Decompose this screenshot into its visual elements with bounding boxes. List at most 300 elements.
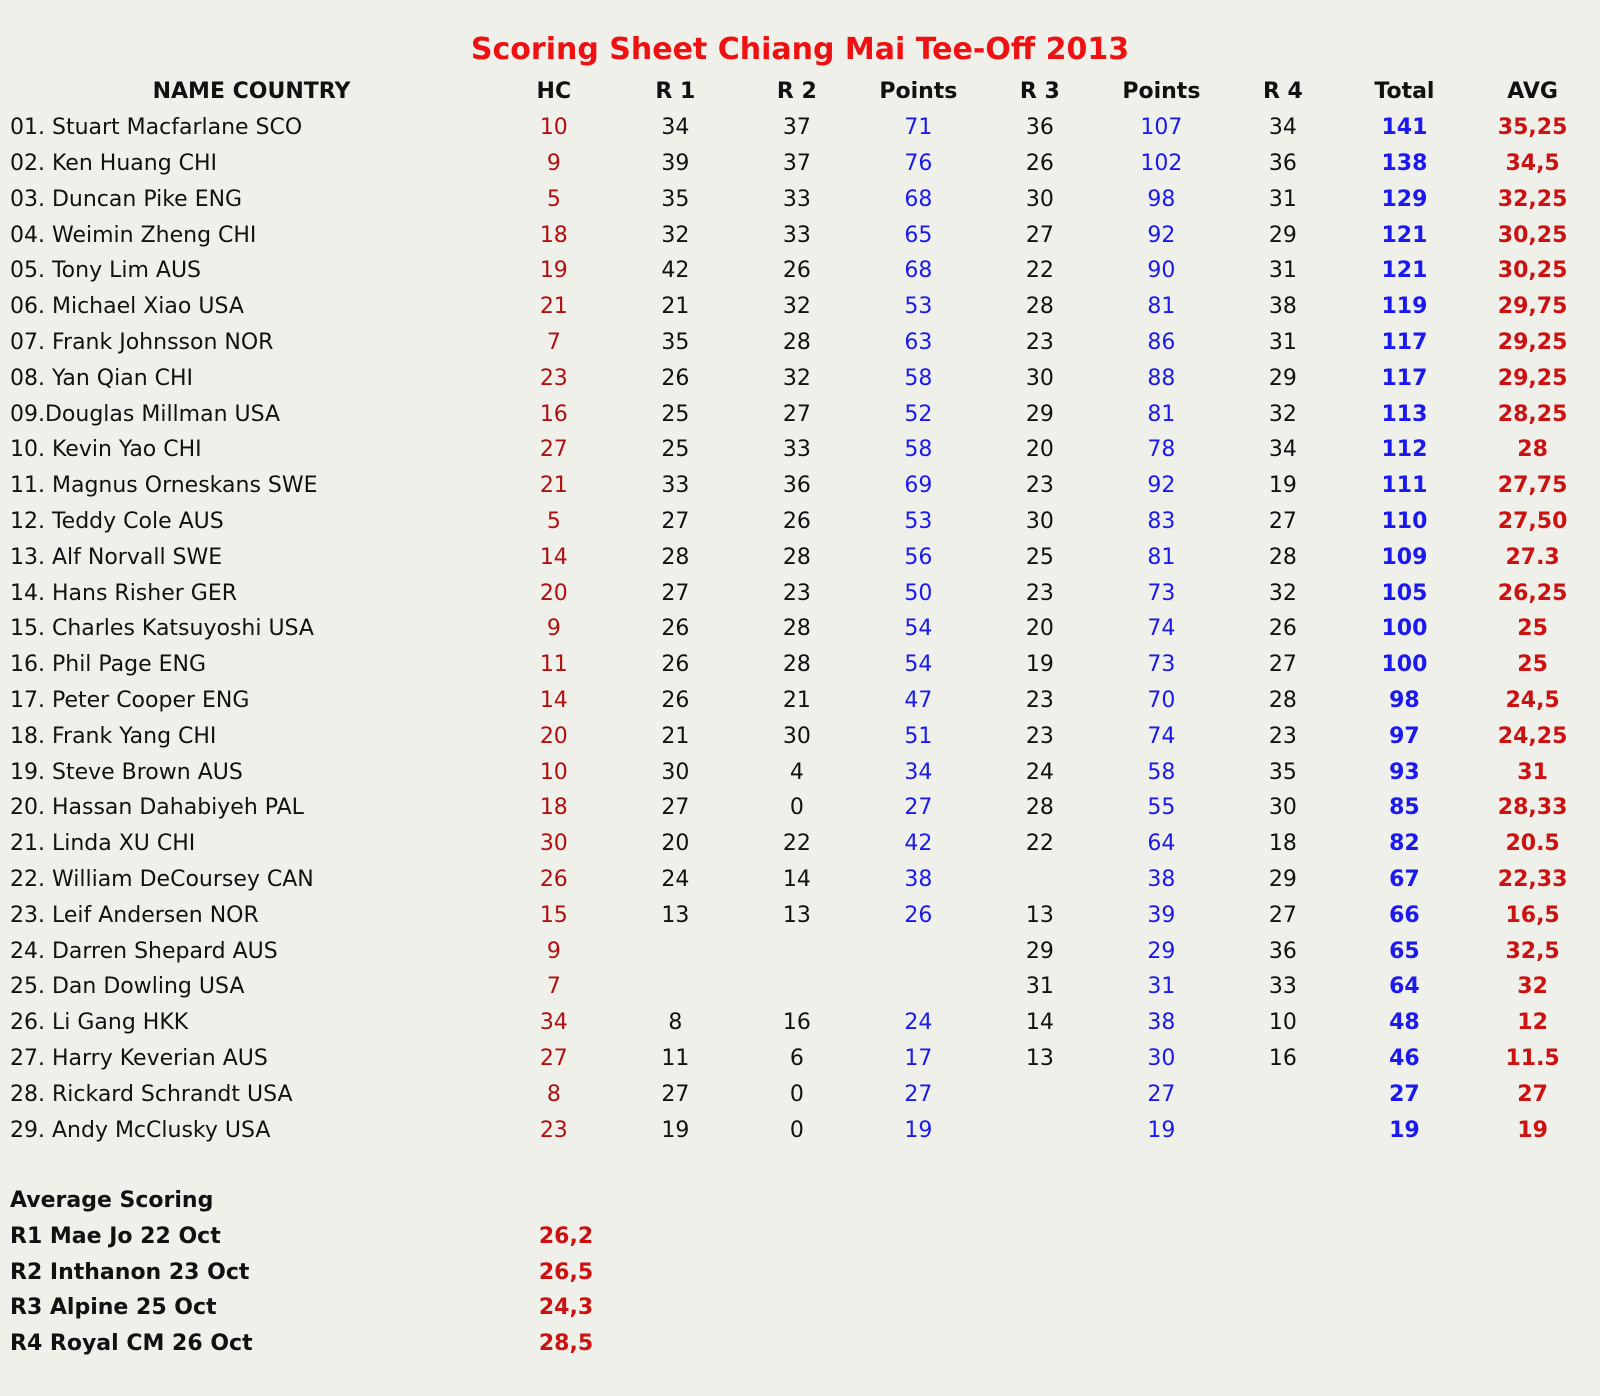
round-4-cell: 34 (1268, 115, 1297, 141)
round-1-cell: 13 (661, 902, 690, 928)
handicap-cell: 18 (539, 795, 568, 821)
round-1-cell: 35 (661, 186, 690, 212)
round-label: R3 Alpine 25 Oct (10, 1295, 217, 1321)
round-2-cell: 33 (782, 222, 811, 248)
average-cell: 11.5 (1505, 1045, 1560, 1071)
round-2-cell: 32 (782, 294, 811, 320)
handicap-cell: 18 (539, 222, 568, 248)
player-name: 14. Hans Risher GER (10, 580, 238, 606)
round-3-cell: 13 (1025, 1045, 1054, 1071)
round-label: R2 Inthanon 23 Oct (10, 1259, 250, 1285)
header-row (10, 74, 1600, 110)
points-after-r2-cell: 47 (904, 687, 933, 713)
points-after-r3-cell: 70 (1147, 687, 1176, 713)
round-2-cell: 0 (789, 1117, 804, 1143)
points-after-r2-cell: 50 (904, 580, 933, 606)
average-cell: 32,25 (1497, 186, 1568, 212)
round-1-cell: 26 (661, 365, 690, 391)
total-cell: 141 (1381, 115, 1428, 141)
handicap-cell: 21 (539, 294, 568, 320)
points-after-r2-cell: 56 (904, 544, 933, 570)
player-name: 22. William DeCoursey CAN (10, 866, 314, 892)
round-1-cell: 25 (661, 401, 690, 427)
round-3-cell (979, 862, 1101, 898)
average-cell: 31 (1517, 759, 1548, 785)
total-cell: 112 (1381, 437, 1428, 463)
round-2-cell: 28 (782, 329, 811, 355)
player-name: 15. Charles Katsuyoshi USA (10, 616, 314, 642)
points-after-r2-cell: 69 (904, 473, 933, 499)
round-2-cell: 14 (782, 866, 811, 892)
points-after-r3-cell: 64 (1147, 831, 1176, 857)
player-name: 16. Phil Page ENG (10, 652, 207, 678)
table-row (10, 253, 1600, 289)
table-row (10, 647, 1600, 683)
points-after-r2-cell: 54 (904, 652, 933, 678)
round-3-cell: 23 (1025, 580, 1054, 606)
player-name: 05. Tony Lim AUS (10, 258, 202, 284)
player-name: 12. Teddy Cole AUS (10, 508, 224, 534)
round-3-cell: 25 (1025, 544, 1054, 570)
points-after-r3-cell: 31 (1147, 974, 1176, 1000)
points-after-r3-cell: 38 (1147, 1010, 1176, 1036)
round-average-value: 28,5 (538, 1331, 594, 1357)
round-4-cell: 36 (1268, 150, 1297, 176)
points-after-r2-cell: 24 (904, 1010, 933, 1036)
average-cell: 29,75 (1497, 294, 1568, 320)
average-cell: 26,25 (1497, 580, 1568, 606)
handicap-cell: 16 (539, 401, 568, 427)
points-after-r3-cell: 38 (1147, 866, 1176, 892)
total-cell: 85 (1389, 795, 1420, 821)
handicap-cell: 10 (539, 759, 568, 785)
round-4-cell (1222, 1112, 1344, 1148)
handicap-cell: 9 (546, 938, 561, 964)
table-row (10, 683, 1600, 719)
average-cell: 28 (1517, 437, 1548, 463)
table-row (10, 468, 1600, 504)
round-4-cell: 31 (1268, 186, 1297, 212)
points-after-r2-cell (858, 933, 980, 969)
round-2-cell: 28 (782, 616, 811, 642)
round-4-cell (1222, 1076, 1344, 1112)
round-1-cell: 30 (661, 759, 690, 785)
round-3-cell: 23 (1025, 723, 1054, 749)
round-4-cell: 27 (1268, 652, 1297, 678)
round-1-cell (615, 969, 737, 1005)
total-cell: 105 (1381, 580, 1428, 606)
table-row (10, 396, 1600, 432)
round-2-cell: 21 (782, 687, 811, 713)
average-cell: 16,5 (1505, 902, 1560, 928)
table-row (10, 181, 1600, 217)
table-row (10, 110, 1600, 146)
table-row (10, 432, 1600, 468)
player-name: 04. Weimin Zheng CHI (10, 222, 257, 248)
total-cell: 46 (1389, 1045, 1420, 1071)
round-4-cell: 30 (1268, 795, 1297, 821)
column-header-r1: R 1 (655, 79, 696, 105)
round-1-cell: 42 (661, 258, 690, 284)
round-4-cell: 29 (1268, 866, 1297, 892)
points-after-r3-cell: 58 (1147, 759, 1176, 785)
round-1-cell: 27 (661, 1081, 690, 1107)
player-name: 25. Dan Dowling USA (10, 974, 245, 1000)
round-2-cell: 26 (782, 508, 811, 534)
round-1-cell: 27 (661, 795, 690, 821)
player-name: 24. Darren Shepard AUS (10, 938, 278, 964)
table-row (10, 1005, 1600, 1041)
handicap-cell: 11 (539, 652, 568, 678)
average-scoring-row (10, 1290, 610, 1326)
points-after-r2-cell: 71 (904, 115, 933, 141)
total-cell: 27 (1389, 1081, 1420, 1107)
round-1-cell: 24 (661, 866, 690, 892)
round-1-cell: 21 (661, 723, 690, 749)
handicap-cell: 26 (539, 866, 568, 892)
round-3-cell: 20 (1025, 437, 1054, 463)
points-after-r2-cell: 52 (904, 401, 933, 427)
points-after-r2-cell: 17 (904, 1045, 933, 1071)
points-after-r2-cell: 19 (904, 1117, 933, 1143)
round-3-cell: 30 (1025, 365, 1054, 391)
column-header-r4: R 4 (1262, 79, 1303, 105)
points-after-r2-cell: 58 (904, 365, 933, 391)
points-after-r2-cell: 63 (904, 329, 933, 355)
round-3-cell: 28 (1025, 795, 1054, 821)
round-4-cell: 28 (1268, 687, 1297, 713)
round-3-cell: 14 (1025, 1010, 1054, 1036)
round-1-cell: 28 (661, 544, 690, 570)
player-rows (10, 110, 1600, 1148)
average-cell: 30,25 (1497, 258, 1568, 284)
table-row (10, 826, 1600, 862)
player-name: 19. Steve Brown AUS (10, 759, 243, 785)
points-after-r2-cell: 58 (904, 437, 933, 463)
round-2-cell: 26 (782, 258, 811, 284)
handicap-cell: 34 (539, 1010, 568, 1036)
round-1-cell: 8 (668, 1010, 683, 1036)
average-cell: 27.3 (1505, 544, 1560, 570)
round-4-cell: 10 (1268, 1010, 1297, 1036)
average-cell: 22,33 (1497, 866, 1568, 892)
round-3-cell: 29 (1025, 401, 1054, 427)
total-cell: 100 (1381, 652, 1428, 678)
round-4-cell: 27 (1268, 902, 1297, 928)
round-3-cell: 23 (1025, 473, 1054, 499)
total-cell: 117 (1381, 329, 1428, 355)
handicap-cell: 5 (546, 186, 561, 212)
round-2-cell: 6 (789, 1045, 804, 1071)
table-row (10, 611, 1600, 647)
average-cell: 27,50 (1497, 508, 1568, 534)
player-name: 06. Michael Xiao USA (10, 294, 244, 320)
round-average-value: 26,5 (538, 1259, 594, 1285)
round-3-cell: 20 (1025, 616, 1054, 642)
round-4-cell: 26 (1268, 616, 1297, 642)
player-name: 21. Linda XU CHI (10, 831, 196, 857)
round-2-cell: 0 (789, 1081, 804, 1107)
player-name: 13. Alf Norvall SWE (10, 544, 223, 570)
player-name: 02. Ken Huang CHI (10, 150, 218, 176)
average-cell: 19 (1517, 1117, 1548, 1143)
total-cell: 82 (1389, 831, 1420, 857)
points-after-r2-cell: 68 (904, 186, 933, 212)
round-1-cell: 26 (661, 652, 690, 678)
average-cell: 28,33 (1497, 795, 1568, 821)
points-after-r3-cell: 107 (1140, 115, 1183, 141)
table-row (10, 1041, 1600, 1077)
player-name: 10. Kevin Yao CHI (10, 437, 202, 463)
points-after-r3-cell: 73 (1147, 652, 1176, 678)
player-name: 17. Peter Cooper ENG (10, 687, 250, 713)
average-cell: 29,25 (1497, 329, 1568, 355)
table-row (10, 575, 1600, 611)
round-2-cell: 28 (782, 544, 811, 570)
column-header-r3: R 3 (1019, 79, 1060, 105)
round-4-cell: 35 (1268, 759, 1297, 785)
round-1-cell: 32 (661, 222, 690, 248)
round-2-cell: 22 (782, 831, 811, 857)
handicap-cell: 21 (539, 473, 568, 499)
points-after-r2-cell: 54 (904, 616, 933, 642)
average-cell: 20.5 (1505, 831, 1560, 857)
round-3-cell (979, 1076, 1101, 1112)
points-after-r2-cell: 65 (904, 222, 933, 248)
total-cell: 129 (1381, 186, 1428, 212)
round-4-cell: 16 (1268, 1045, 1297, 1071)
round-1-cell: 35 (661, 329, 690, 355)
handicap-cell: 5 (546, 508, 561, 534)
round-3-cell: 24 (1025, 759, 1054, 785)
round-3-cell: 29 (1025, 938, 1054, 964)
table-row (10, 217, 1600, 253)
total-cell: 19 (1389, 1117, 1420, 1143)
round-2-cell: 13 (782, 902, 811, 928)
round-2-cell: 0 (789, 795, 804, 821)
average-cell: 34,5 (1505, 150, 1560, 176)
table-row (10, 539, 1600, 575)
column-header-points-1: Points (879, 79, 958, 105)
round-1-cell: 25 (661, 437, 690, 463)
points-after-r3-cell: 74 (1147, 616, 1176, 642)
average-scoring-row (10, 1219, 610, 1255)
points-after-r3-cell: 83 (1147, 508, 1176, 534)
player-name: 11. Magnus Orneskans SWE (10, 473, 318, 499)
column-header-name: NAME COUNTRY (152, 79, 351, 105)
round-3-cell: 31 (1025, 974, 1054, 1000)
round-1-cell: 26 (661, 687, 690, 713)
points-after-r2-cell: 26 (904, 902, 933, 928)
total-cell: 65 (1389, 938, 1420, 964)
round-3-cell: 23 (1025, 687, 1054, 713)
average-cell: 30,25 (1497, 222, 1568, 248)
round-label: R1 Mae Jo 22 Oct (10, 1223, 221, 1249)
handicap-cell: 20 (539, 580, 568, 606)
player-name: 07. Frank Johnsson NOR (10, 329, 274, 355)
total-cell: 111 (1381, 473, 1428, 499)
round-3-cell: 30 (1025, 186, 1054, 212)
round-4-cell: 32 (1268, 580, 1297, 606)
points-after-r3-cell: 81 (1147, 401, 1176, 427)
round-3-cell: 30 (1025, 508, 1054, 534)
handicap-cell: 23 (539, 1117, 568, 1143)
round-3-cell: 28 (1025, 294, 1054, 320)
handicap-cell: 7 (546, 329, 561, 355)
round-4-cell: 33 (1268, 974, 1297, 1000)
average-cell: 24,25 (1497, 723, 1568, 749)
average-cell: 32 (1517, 974, 1548, 1000)
points-after-r3-cell: 78 (1147, 437, 1176, 463)
average-scoring-row (10, 1326, 610, 1362)
total-cell: 121 (1381, 258, 1428, 284)
round-2-cell: 23 (782, 580, 811, 606)
handicap-cell: 14 (539, 544, 568, 570)
handicap-cell: 23 (539, 365, 568, 391)
points-after-r3-cell: 29 (1147, 938, 1176, 964)
points-after-r3-cell: 102 (1140, 150, 1183, 176)
round-4-cell: 32 (1268, 401, 1297, 427)
total-cell: 138 (1381, 150, 1428, 176)
average-cell: 28,25 (1497, 401, 1568, 427)
points-after-r2-cell: 68 (904, 258, 933, 284)
column-header-avg: AVG (1507, 79, 1558, 105)
table-row (10, 325, 1600, 361)
round-2-cell: 16 (782, 1010, 811, 1036)
column-header-hc: HC (536, 79, 572, 105)
points-after-r3-cell: 90 (1147, 258, 1176, 284)
average-scoring-row (10, 1255, 610, 1291)
round-3-cell (979, 1112, 1101, 1148)
points-after-r2-cell: 76 (904, 150, 933, 176)
total-cell: 117 (1381, 365, 1428, 391)
total-cell: 93 (1389, 759, 1420, 785)
average-cell: 27 (1517, 1081, 1548, 1107)
player-name: 26. Li Gang HKK (10, 1010, 189, 1036)
handicap-cell: 30 (539, 831, 568, 857)
handicap-cell: 27 (539, 1045, 568, 1071)
round-3-cell: 26 (1025, 150, 1054, 176)
points-after-r2-cell: 27 (904, 795, 933, 821)
round-label: R4 Royal CM 26 Oct (10, 1331, 253, 1357)
points-after-r2-cell: 38 (904, 866, 933, 892)
total-cell: 121 (1381, 222, 1428, 248)
table-row (10, 754, 1600, 790)
average-scoring-heading: Average Scoring (10, 1188, 214, 1213)
table-row (10, 718, 1600, 754)
round-3-cell: 22 (1025, 258, 1054, 284)
round-2-cell (736, 969, 858, 1005)
points-after-r2-cell: 27 (904, 1081, 933, 1107)
average-scoring-section (10, 1183, 610, 1362)
column-header-r2: R 2 (776, 79, 817, 105)
total-cell: 113 (1381, 401, 1428, 427)
points-after-r3-cell: 30 (1147, 1045, 1176, 1071)
round-1-cell: 27 (661, 508, 690, 534)
player-name: 28. Rickard Schrandt USA (10, 1081, 293, 1107)
round-1-cell (615, 933, 737, 969)
average-cell: 29,25 (1497, 365, 1568, 391)
table-row (10, 289, 1600, 325)
handicap-cell: 20 (539, 723, 568, 749)
table-row (10, 790, 1600, 826)
points-after-r3-cell: 27 (1147, 1081, 1176, 1107)
table-row (10, 360, 1600, 396)
round-average-value: 26,2 (538, 1223, 594, 1249)
round-1-cell: 34 (661, 115, 690, 141)
round-2-cell: 37 (782, 115, 811, 141)
player-name: 18. Frank Yang CHI (10, 723, 217, 749)
handicap-cell: 7 (546, 974, 561, 1000)
total-cell: 64 (1389, 974, 1420, 1000)
player-name: 23. Leif Andersen NOR (10, 902, 259, 928)
handicap-cell: 27 (539, 437, 568, 463)
round-1-cell: 21 (661, 294, 690, 320)
player-name: 27. Harry Keverian AUS (10, 1045, 268, 1071)
round-2-cell: 33 (782, 437, 811, 463)
average-cell: 32,5 (1505, 938, 1560, 964)
points-after-r3-cell: 86 (1147, 329, 1176, 355)
average-cell: 25 (1517, 652, 1548, 678)
round-2-cell: 37 (782, 150, 811, 176)
player-name: 03. Duncan Pike ENG (10, 186, 243, 212)
round-2-cell: 27 (782, 401, 811, 427)
round-4-cell: 23 (1268, 723, 1297, 749)
round-4-cell: 31 (1268, 329, 1297, 355)
points-after-r3-cell: 39 (1147, 902, 1176, 928)
round-1-cell: 11 (661, 1045, 690, 1071)
round-3-cell: 27 (1025, 222, 1054, 248)
round-4-cell: 34 (1268, 437, 1297, 463)
round-2-cell: 28 (782, 652, 811, 678)
table-row (10, 1076, 1600, 1112)
round-1-cell: 26 (661, 616, 690, 642)
round-4-cell: 28 (1268, 544, 1297, 570)
table-row (10, 862, 1600, 898)
column-header-points-2: Points (1122, 79, 1201, 105)
table-row (10, 969, 1600, 1005)
total-cell: 97 (1389, 723, 1420, 749)
round-4-cell: 36 (1268, 938, 1297, 964)
round-2-cell: 4 (789, 759, 804, 785)
total-cell: 109 (1381, 544, 1428, 570)
round-4-cell: 27 (1268, 508, 1297, 534)
average-cell: 35,25 (1497, 115, 1568, 141)
round-2-cell: 30 (782, 723, 811, 749)
round-1-cell: 33 (661, 473, 690, 499)
total-cell: 98 (1389, 687, 1420, 713)
round-4-cell: 19 (1268, 473, 1297, 499)
points-after-r3-cell: 73 (1147, 580, 1176, 606)
average-cell: 12 (1517, 1010, 1548, 1036)
round-3-cell: 19 (1025, 652, 1054, 678)
player-name: 20. Hassan Dahabiyeh PAL (10, 795, 304, 821)
total-cell: 119 (1381, 294, 1428, 320)
average-cell: 25 (1517, 616, 1548, 642)
average-scoring-rows (10, 1219, 610, 1362)
points-after-r2-cell: 51 (904, 723, 933, 749)
total-cell: 66 (1389, 902, 1420, 928)
handicap-cell: 9 (546, 616, 561, 642)
total-cell: 67 (1389, 866, 1420, 892)
total-cell: 48 (1389, 1010, 1420, 1036)
player-name: 01. Stuart Macfarlane SCO (10, 115, 303, 141)
total-cell: 100 (1381, 616, 1428, 642)
points-after-r2-cell: 34 (904, 759, 933, 785)
player-name: 09.Douglas Millman USA (10, 401, 281, 427)
round-average-value: 24,3 (538, 1295, 594, 1321)
points-after-r3-cell: 92 (1147, 222, 1176, 248)
